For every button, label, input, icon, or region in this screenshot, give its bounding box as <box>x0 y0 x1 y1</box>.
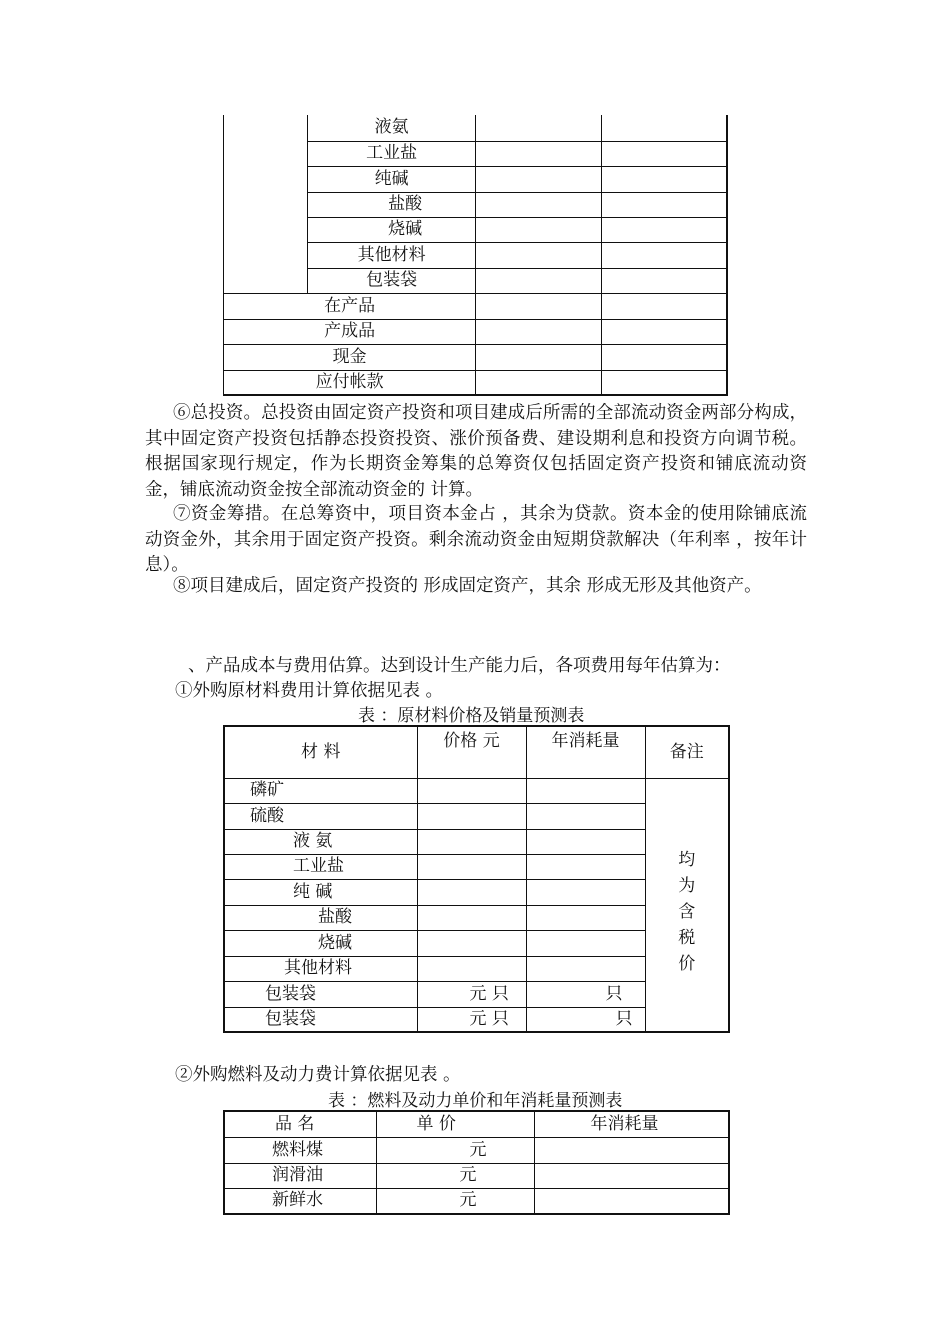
table-cell: 液氨 <box>308 115 476 141</box>
table2-caption: 表 ：燃料及动力单价和年消耗量预测表 <box>328 1091 623 1111</box>
material-name: 工业盐 <box>224 854 417 879</box>
fuel-name: 燃料煤 <box>224 1137 376 1163</box>
material-name: 硫酸 <box>224 803 417 829</box>
item-raw-materials: ①外购原材料费用计算依据见表 。 <box>175 681 444 701</box>
table-cell: 应付帐款 <box>224 370 476 395</box>
paragraph-asset-formation: ⑧项目建成后，固定资产投资的 形成固定资产，其余 形成无形及其他资产。 <box>173 576 762 596</box>
fuel-name: 新鲜水 <box>224 1188 376 1214</box>
table-cell: 现金 <box>224 344 476 370</box>
raw-material-table: 材 料 价格 元 年消耗量 备注 磷矿 均 为 含 税 价 硫酸 液 氨 工业盐 纯 碱 盐酸 烧碱 其他材料 包装袋 元 只 只 包装袋 元 只 只 <box>223 725 730 1033</box>
material-name: 磷矿 <box>224 778 417 803</box>
header-price: 价格 元 <box>417 726 526 778</box>
table-cell: 在产品 <box>224 293 476 319</box>
item-fuel-power: ②外购燃料及动力费计算依据见表 。 <box>175 1065 461 1085</box>
table-cell: 包装袋 <box>308 268 476 293</box>
header-consumption: 年消耗量 <box>526 726 645 778</box>
section-heading: 、产品成本与费用估算。达到设计生产能力后，各项费用每年估算为： <box>188 656 731 676</box>
material-name: 包装袋 <box>224 1007 417 1032</box>
material-name: 盐酸 <box>224 905 417 930</box>
paragraph-total-investment: ⑥总投资。总投资由固定资产投资和项目建成后所需的全部流动资金两部分构成，其中固定资产投资包括静态投资投资、涨价预备费、建设期利息和投资方向调节税。根据国家现行规定，作为长期资金筹集的总筹资仅包括固定资产投资和铺底流动资金，铺底流动资金按全部流动资金的 计算。 <box>145 403 807 500</box>
table-cell <box>602 115 727 141</box>
header-unit-price: 单 价 <box>376 1111 534 1137</box>
table-cell: 其他材料 <box>308 242 476 268</box>
header-note: 备注 <box>645 726 729 778</box>
table-cell: 产成品 <box>224 319 476 344</box>
table-cell: 纯碱 <box>308 166 476 192</box>
note-cell: 均 为 含 税 价 <box>645 778 729 1032</box>
fuel-power-table: 品 名 单 价 年消耗量 燃料煤 元 润滑油 元 新鲜水 元 <box>223 1110 730 1215</box>
table-cell: 盐酸 <box>308 192 476 217</box>
table-cell: 烧碱 <box>308 217 476 242</box>
table-cell <box>476 115 602 141</box>
material-name: 其他材料 <box>224 956 417 981</box>
inventory-table <box>223 115 728 396</box>
material-name: 包装袋 <box>224 981 417 1007</box>
paragraph-funding: ⑦资金筹措。在总筹资中，项目资本金占 ，其余为贷款。资本金的使用除铺底流动资金外，其余用于固定资产投资。剩余流动资金由短期贷款解决（年利率 ，按年计息）。 <box>145 504 807 575</box>
material-name: 烧碱 <box>224 930 417 956</box>
header-consumption: 年消耗量 <box>534 1111 729 1137</box>
group-cell <box>224 115 308 293</box>
fuel-name: 润滑油 <box>224 1163 376 1188</box>
header-material: 材 料 <box>224 726 417 778</box>
table-cell: 工业盐 <box>308 141 476 166</box>
material-name: 纯 碱 <box>224 879 417 905</box>
header-name: 品 名 <box>224 1111 376 1137</box>
material-name: 液 氨 <box>224 829 417 854</box>
table1-caption: 表 ：原材料价格及销量预测表 <box>358 706 585 726</box>
